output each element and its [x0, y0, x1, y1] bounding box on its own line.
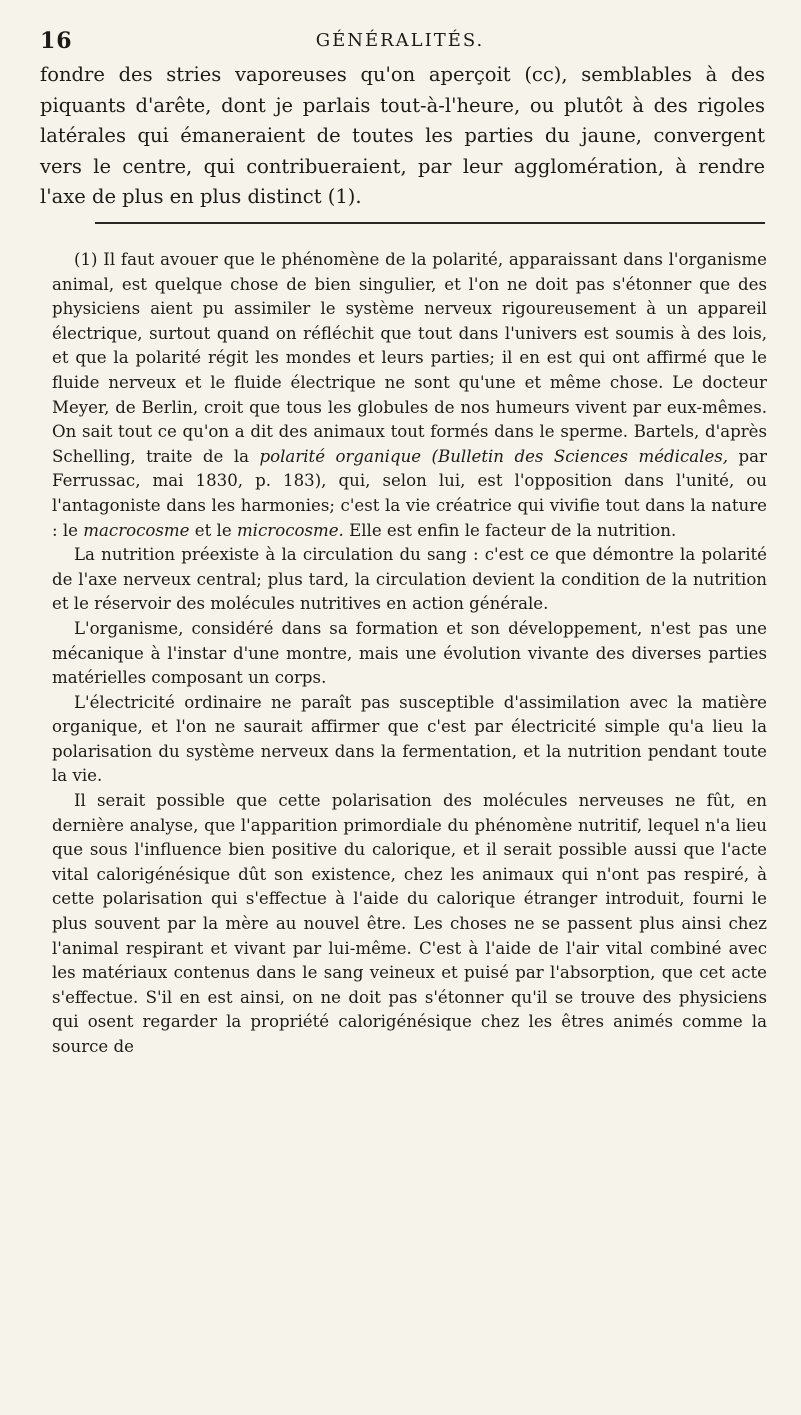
- footnote-block: [52, 248, 767, 1060]
- footnote-paragraph: L'organisme, considéré dans sa formation et son développement, n'est pas une mécanique à l'instar d'une montre, mais une évolution vivante des diverses parties matérielles composant un corps.: [52, 618, 767, 688]
- footnote-separator: [95, 222, 765, 224]
- page-header: [40, 28, 760, 58]
- footnote-italic-term: microcosme.: [236, 520, 344, 540]
- footnote-first-paragraph: [52, 248, 767, 543]
- page-number: 16: [40, 28, 73, 54]
- footnote-text: et le: [189, 520, 237, 540]
- footnote-italic-title: polarité organique (Bulletin des Sciences médicales,: [259, 446, 729, 466]
- footnote-paragraph: Il serait possible que cette polarisation des molécules nerveuses ne fût, en dernière analyse, que l'apparition primordiale du phénomène nutritif, lequel n'a lieu que sous l'influence bien positive du calorique, et il serait possible aussi que l'acte vital calorigénésique dût son existence, chez les animaux qui n'ont pas respiré, à cette polarisation qui s'effectue à l'aide du calorique étranger introduit, fourni le plus souvent par la mère au nouvel être. Les choses ne se passent plus ainsi chez l'animal respirant et vivant par lui-même. C'est à l'aide de l'air vital combiné avec les matériaux contenus dans le sang veineux et puisé par l'absorption, que cet acte s'effectue. S'il en est ainsi, on ne doit pas s'étonner qu'il se trouve des physiciens qui osent regarder la propriété calorigénésique chez les êtres animés comme la source de: [52, 791, 767, 1056]
- footnote-text: par Ferrussac, mai 1830, p. 183), qui, selon lui, est l'opposition dans l'unité, ou l'antagoniste dans les harmonies; c'est la vie créatrice qui vivifie tout dans la nature : le: [52, 446, 767, 540]
- main-paragraph: fondre des stries vaporeuses qu'on aperçoit (cc), semblables à des piquants d'arête, dont je parlais tout-à-l'heure, ou plutôt à des rigoles latérales qui émaneraient de toutes les parties du jaune, convergent vers le centre, qui contribueraient, par leur agglomération, à rendre l'axe de plus en plus distinct (1).: [40, 63, 765, 208]
- footnote-text: Elle est enfin le facteur de la nutrition.: [343, 520, 677, 540]
- footnote-paragraph: L'électricité ordinaire ne paraît pas susceptible d'assimilation avec la matière organique, et l'on ne saurait affirmer que c'est par électricité simple qu'a lieu la polarisation du système nerveux dans la fermentation, et la nutrition pendant toute la vie.: [52, 692, 767, 786]
- footnote-italic-term: macrocosme: [83, 520, 190, 540]
- footnote-paragraph: La nutrition préexiste à la circulation du sang : c'est ce que démontre la polarité de l'axe nerveux central; plus tard, la circulation devient la condition de la nutrition et le réservoir des molécules nutritives en action générale.: [52, 545, 767, 614]
- running-title: GÉNÉRALITÉS.: [315, 30, 485, 51]
- footnote-text: (1) Il faut avouer que le phénomène de la polarité, apparaissant dans l'organisme animal, est quelque chose de bien singulier, et l'on ne doit pas s'étonner que des physiciens aient pu assimiler le système nerveux rigoureusement à un appareil électrique, surtout quand on réfléchit que tout dans l'univers est soumis à des lois, et que la polarité régit les mondes et leurs parties; il en est qui ont affirmé que le fluide nerveux et le fluide électrique ne sont qu'une et même chose. Le docteur Meyer, de Berlin, croit que tous les globules de nos humeurs vivent par eux-mêmes. On sait tout ce qu'on a dit des animaux tout formés dans le sperme. Bartels, d'après Schelling, traite de la: [52, 250, 767, 466]
